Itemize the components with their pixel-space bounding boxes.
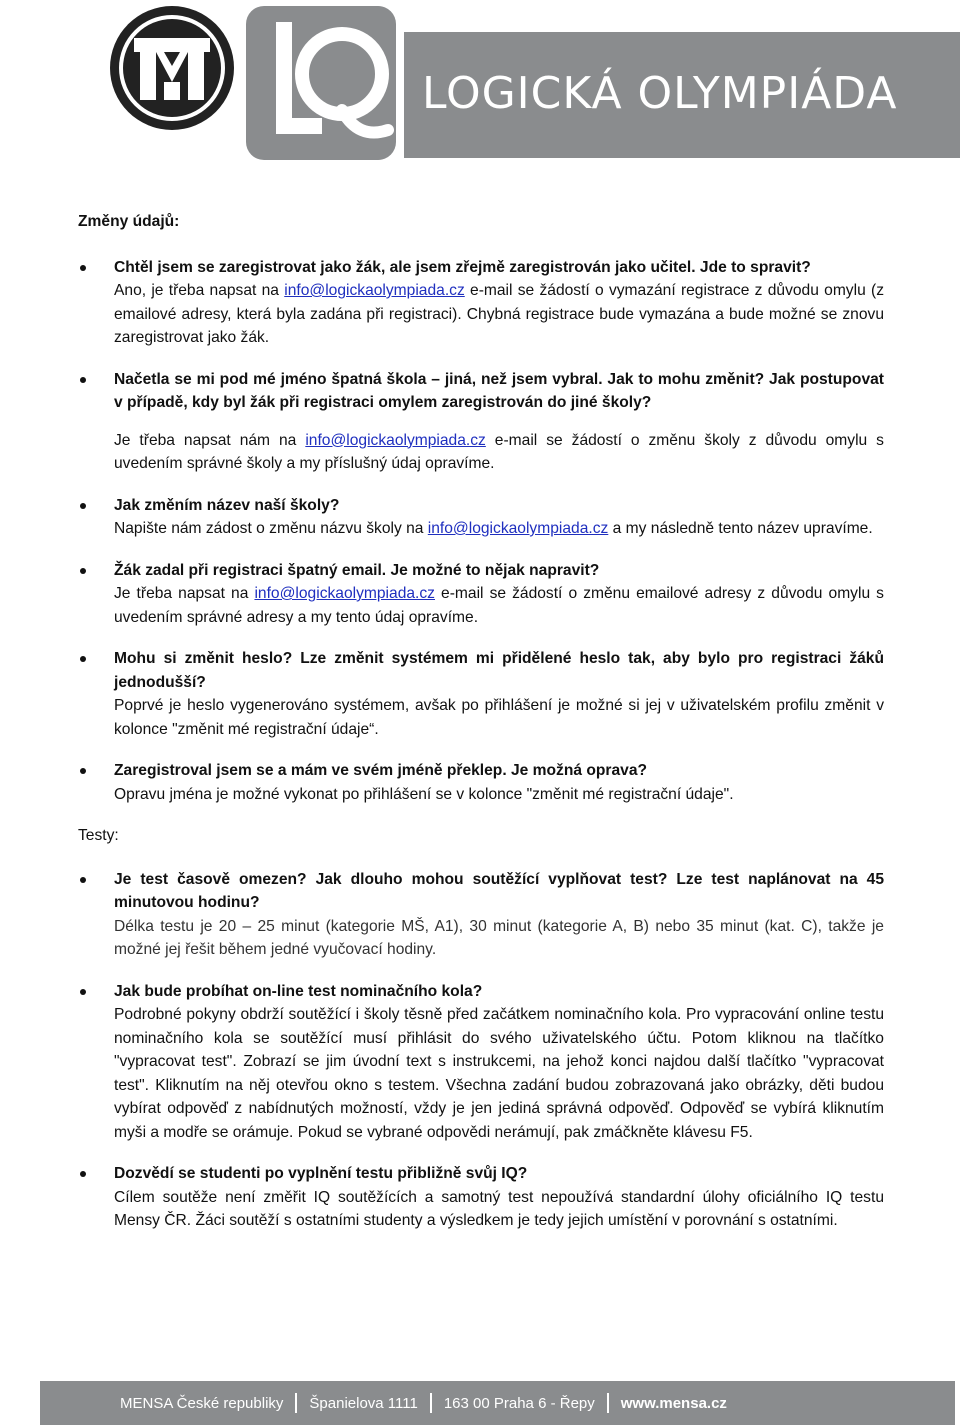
email-link[interactable]: info@logickaolympiada.cz bbox=[427, 520, 609, 537]
bullet-icon bbox=[80, 989, 86, 995]
faq-item bbox=[78, 368, 884, 476]
bullet-icon bbox=[80, 656, 86, 662]
faq-question: Jak bude probíhat on-line test nominačního kola? bbox=[114, 982, 483, 1000]
faq-item bbox=[78, 647, 884, 741]
faq-question: Chtěl jsem se zaregistrovat jako žák, ale jsem zřejmě zaregistrován jako učitel. Jde to spravit? bbox=[114, 258, 811, 276]
faq-question: Dozvědí se studenti po vyplnění testu přibližně svůj IQ? bbox=[114, 1165, 528, 1182]
faq-item bbox=[78, 980, 884, 1145]
bullet-icon bbox=[80, 503, 86, 509]
faq-question: Načetla se mi pod mé jméno špatná škola – jiná, než jsem vybral. Jak to mohu změnit? Jak postupovat v případě, kdy byl žák při registraci omylem zaregistrován do jiné školy? bbox=[114, 370, 884, 411]
faq-list-tests bbox=[78, 868, 884, 1233]
faq-answer: Cílem soutěže není změřit IQ soutěžících a samotný test nepoužívá standardní úlohy oficiálního IQ testu Mensy ČR. Žáci soutěží s ostatními studenty a výsledkem je tedy jejich umístění v porovnání s ostatními. bbox=[114, 1188, 884, 1229]
email-link[interactable]: info@logickaolympiada.cz bbox=[305, 431, 486, 449]
footer-org: MENSA České republiky bbox=[120, 1394, 284, 1412]
faq-item bbox=[78, 256, 884, 350]
bullet-icon bbox=[80, 1171, 86, 1177]
faq-item bbox=[78, 1162, 884, 1233]
faq-question: Je test časově omezen? Jak dlouho mohou soutěžící vyplňovat test? Lze test naplánovat na 45 minutovou hodinu? bbox=[114, 870, 884, 911]
bullet-icon bbox=[80, 377, 86, 383]
email-link[interactable]: info@logickaolympiada.cz bbox=[284, 282, 465, 299]
footer-street: Španielova 1111 bbox=[309, 1394, 418, 1412]
bullet-icon bbox=[80, 568, 86, 574]
footer-separator bbox=[607, 1393, 609, 1413]
faq-answer: Délka testu je 20 – 25 minut (kategorie MŠ, A1), 30 minut (kategorie A, B) nebo 35 minut (kat. C), takže je možné jej řešit během jedné vyučovací hodiny. bbox=[114, 917, 884, 958]
faq-content bbox=[78, 210, 884, 1251]
section-title-changes: Změny údajů: bbox=[78, 213, 180, 230]
faq-question: Žák zadal při registraci špatný email. Je možné to nějak napravit? bbox=[114, 561, 600, 579]
faq-question: Mohu si změnit heslo? Lze změnit systémem mi přidělené heslo tak, aby bylo pro registraci žáků jednodušší? bbox=[114, 650, 884, 691]
faq-answer: Ano, je třeba napsat na info@logickaolympiada.cz e-mail se žádostí o vymazání registrace z důvodu omylu (z emailové adresy, která byla zadána při registraci). Chybná registrace bude vymazána a bude možné se znovu zaregistrovat jako žák. bbox=[114, 282, 884, 346]
footer-web-link[interactable]: www.mensa.cz bbox=[620, 1394, 727, 1412]
section-title-tests: Testy: bbox=[78, 827, 119, 844]
faq-answer: Je třeba napsat nám na info@logickaolympiada.cz e-mail se žádostí o změnu školy z důvodu omylu s uvedením správné školy a my příslušný údaj opravíme. bbox=[114, 431, 884, 472]
faq-item bbox=[78, 868, 884, 962]
faq-list-changes bbox=[78, 256, 884, 807]
faq-question: Zaregistroval jsem se a mám ve svém jméně překlep. Je možná oprava? bbox=[114, 762, 648, 779]
header-banner bbox=[404, 32, 960, 158]
banner-title: LOGICKÁ OLYMPIÁDA bbox=[422, 68, 898, 119]
faq-question: Jak změním název naší školy? bbox=[114, 496, 340, 514]
page-footer bbox=[40, 1381, 955, 1425]
faq-answer: Poprvé je heslo vygenerováno systémem, avšak po přihlášení je možné si jej v uživatelském profilu změnit v kolonce "změnit mé registrační údaje“. bbox=[114, 697, 884, 738]
faq-answer: Opravu jména je možné vykonat po přihlášení se v kolonce "změnit mé registrační údaje". bbox=[114, 785, 734, 803]
faq-item bbox=[78, 494, 884, 541]
lq-logo bbox=[246, 0, 396, 160]
footer-separator bbox=[430, 1393, 432, 1413]
faq-answer: Napište nám zádost o změnu názvu školy na info@logickaolympiada.cz a my následně tento název upravíme. bbox=[114, 520, 873, 537]
faq-item bbox=[78, 559, 884, 630]
faq-answer: Je třeba napsat na info@logickaolympiada.cz e-mail se žádostí o změnu emailové adresy z důvodu omylu s uvedením správné adresy a my tento údaj opravíme. bbox=[114, 585, 884, 626]
bullet-icon bbox=[80, 768, 86, 774]
mensa-logo bbox=[108, 4, 236, 132]
email-link[interactable]: info@logickaolympiada.cz bbox=[254, 585, 435, 602]
footer-city: 163 00 Praha 6 - Řepy bbox=[443, 1394, 595, 1412]
bullet-icon bbox=[80, 265, 86, 271]
faq-item bbox=[78, 759, 884, 806]
footer-separator bbox=[295, 1393, 297, 1413]
bullet-icon bbox=[80, 877, 86, 883]
page-header bbox=[0, 0, 960, 170]
faq-answer: Podrobné pokyny obdrží soutěžící i školy těsně před začátkem nominačního kola. Pro vypracování online testu nominačního kola se soutěžící musí přihlásit do svého uživatelského účtu. Potom kliknou na tlačítko "vypracovat test". Zobrazí se jim úvodní text s instrukcemi, na jehož konci najdou další tlačítko "vypracovat test". Kliknutím na něj otevřou okno s testem. Všechna zadání budou zobrazovaná jako obrázky, děti budou vybírat odpověď z nabídnutých možností, vždy je jen jediná správná odpověď. Odpověď se vybírá kliknutím myši a modře se orámuje. Pokud se vybrané odpovědi nerámují, pak zmáčkněte klávesu F5. bbox=[114, 1006, 884, 1141]
